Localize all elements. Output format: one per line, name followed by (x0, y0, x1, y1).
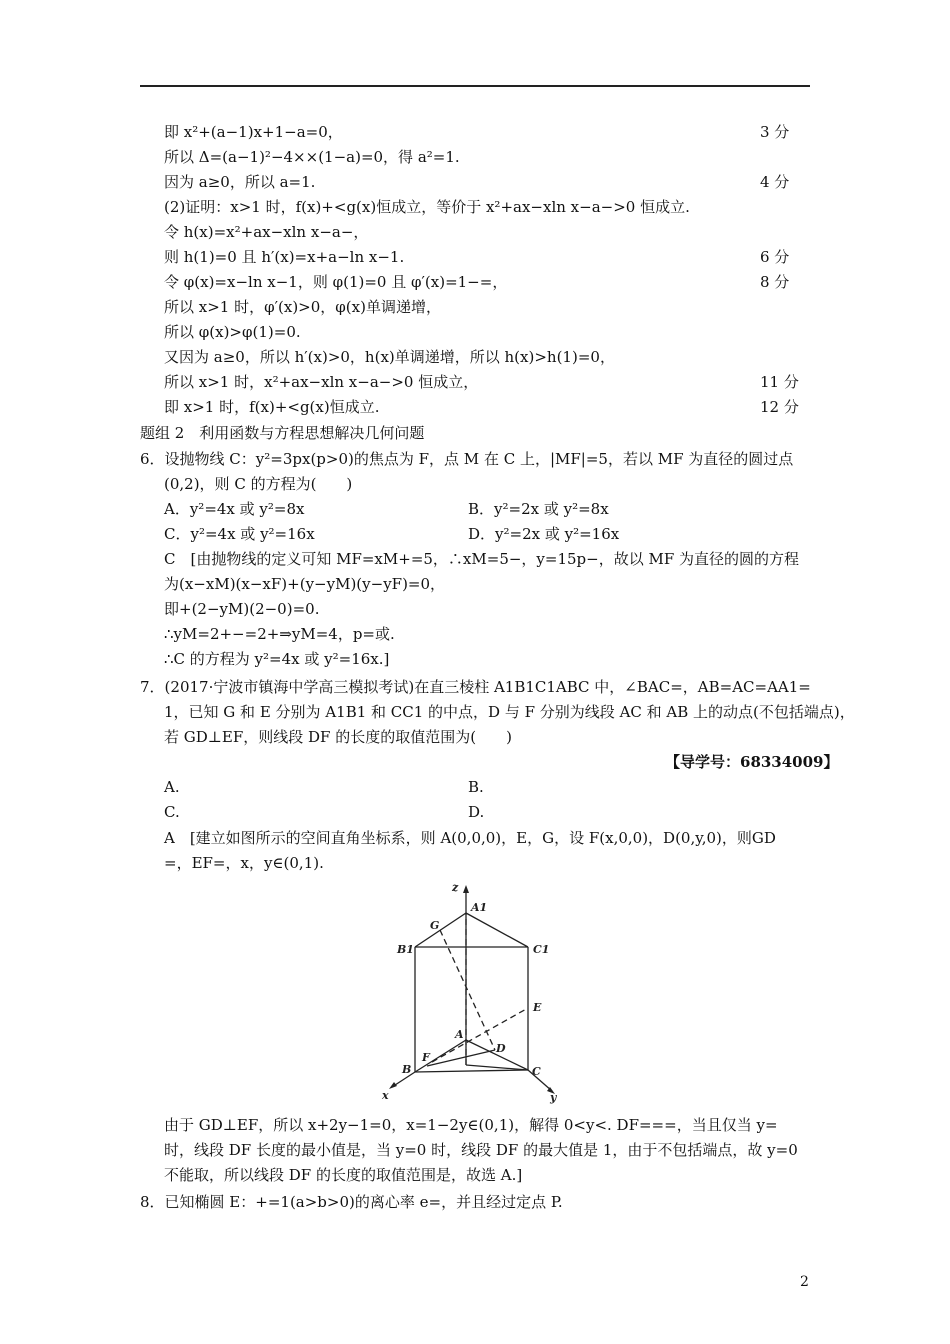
text-line: 若 GD⊥EF，则线段 DF 的长度的取值范围为( ) (164, 728, 512, 746)
text-line: (0,2)，则 C 的方程为( ) (164, 475, 353, 493)
header-rule (140, 85, 810, 87)
question-8: 8．已知椭圆 E：+=1(a>b>0)的离心率 e=，并且经过定点 P. (140, 1193, 563, 1211)
option-d: D. (468, 803, 485, 821)
guide-number: 【导学号：68334009】 (665, 753, 839, 771)
text-line: 因为 a≥0，所以 a=1. (164, 173, 316, 191)
page-number: 2 (800, 1274, 809, 1290)
text-line: 不能取，所以线段 DF 的长度的取值范围是，故选 A.] (164, 1166, 523, 1184)
answer-line: A [建立如图所示的空间直角坐标系，则 A(0,0,0)，E，G，设 F(x,0,0)，D(0,y,0)，则GD (164, 829, 776, 847)
figure-label: A1 (471, 901, 488, 914)
figure-label: B1 (397, 943, 414, 956)
prism-figure (380, 875, 580, 1105)
section-heading: 题组 2 利用函数与方程思想解决几何问题 (140, 424, 425, 442)
option-d: D．y²=2x 或 y²=16x (468, 525, 620, 543)
score-mark: 4 分 (760, 173, 790, 191)
text-line: 由于 GD⊥EF，所以 x+2y−1=0，x=1−2y∈(0,1)，解得 0<y<. DF===，当且仅当 y= (164, 1116, 778, 1134)
text-line: 1，已知 G 和 E 分别为 A1B1 和 CC1 的中点，D 与 F 分别为线段 AC 和 AB 上的动点(不包括端点)， (164, 703, 855, 721)
figure-label: C (532, 1065, 541, 1078)
figure-label: y (550, 1091, 557, 1104)
text-line: ∴C 的方程为 y²=4x 或 y²=16x.] (164, 650, 390, 668)
figure-label: F (422, 1051, 430, 1064)
text-line: (2)证明：x>1 时，f(x)+<g(x)恒成立，等价于 x²+ax−xln x−a−>0 恒成立. (164, 198, 690, 216)
text-line: =，EF=，x，y∈(0,1). (164, 854, 324, 872)
option-b: B. (468, 778, 484, 796)
question-6: 6．设抛物线 C：y²=3px(p>0)的焦点为 F，点 M 在 C 上，|MF|=5，若以 MF 为直径的圆过点 (140, 450, 794, 468)
score-mark: 11 分 (760, 373, 799, 391)
text-line: 即+(2−yM)(2−0)=0. (164, 600, 320, 618)
figure-label: A (455, 1028, 464, 1041)
figure-label: B (402, 1063, 412, 1076)
figure-label: x (382, 1089, 389, 1102)
figure-label: E (533, 1001, 542, 1014)
option-a: A．y²=4x 或 y²=8x (164, 500, 305, 518)
text-line: 所以 x>1 时，x²+ax−xln x−a−>0 恒成立， (164, 373, 479, 391)
option-a: A. (164, 778, 180, 796)
text-line: 又因为 a≥0，所以 h′(x)>0，h(x)单调递增，所以 h(x)>h(1)=0， (164, 348, 615, 366)
text-line: 时，线段 DF 长度的最小值是，当 y=0 时，线段 DF 的最大值是 1，由于不包括端点，故 y=0 (164, 1141, 798, 1159)
text-line: ∴yM=2+−=2+⇒yM=4，p=或. (164, 625, 395, 643)
score-mark: 8 分 (760, 273, 790, 291)
text-line: 所以 Δ=(a−1)²−4××(1−a)=0，得 a²=1. (164, 148, 460, 166)
option-c: C．y²=4x 或 y²=16x (164, 525, 315, 543)
score-mark: 3 分 (760, 123, 790, 141)
figure-label: z (452, 881, 459, 894)
question-7: 7．(2017·宁波市镇海中学高三模拟考试)在直三棱柱 A1B1C1ABC 中，∠BAC=，AB=AC=AA1= (140, 678, 811, 696)
text-line: 则 h(1)=0 且 h′(x)=x+a−ln x−1. (164, 248, 405, 266)
option-b: B．y²=2x 或 y²=8x (468, 500, 609, 518)
text-line: 所以 x>1 时，φ′(x)>0，φ(x)单调递增， (164, 298, 441, 316)
option-c: C. (164, 803, 180, 821)
figure-label: C1 (533, 943, 550, 956)
text-line: 令 φ(x)=x−ln x−1，则 φ(1)=0 且 φ′(x)=1−=， (164, 273, 508, 291)
text-line: 令 h(x)=x²+ax−xln x−a−， (164, 223, 369, 241)
figure-label: D (496, 1042, 506, 1055)
score-mark: 6 分 (760, 248, 790, 266)
figure-label: G (430, 919, 440, 932)
score-mark: 12 分 (760, 398, 799, 416)
text-line: 为(x−xM)(x−xF)+(y−yM)(y−yF)=0， (164, 575, 446, 593)
answer-line: C [由抛物线的定义可知 MF=xM+=5，∴xM=5−，y=15p−，故以 MF 为直径的圆的方程 (164, 550, 800, 568)
text-line: 即 x²+(a−1)x+1−a=0， (164, 123, 343, 141)
text-line: 即 x>1 时，f(x)+<g(x)恒成立. (164, 398, 380, 416)
text-line: 所以 φ(x)>φ(1)=0. (164, 323, 301, 341)
